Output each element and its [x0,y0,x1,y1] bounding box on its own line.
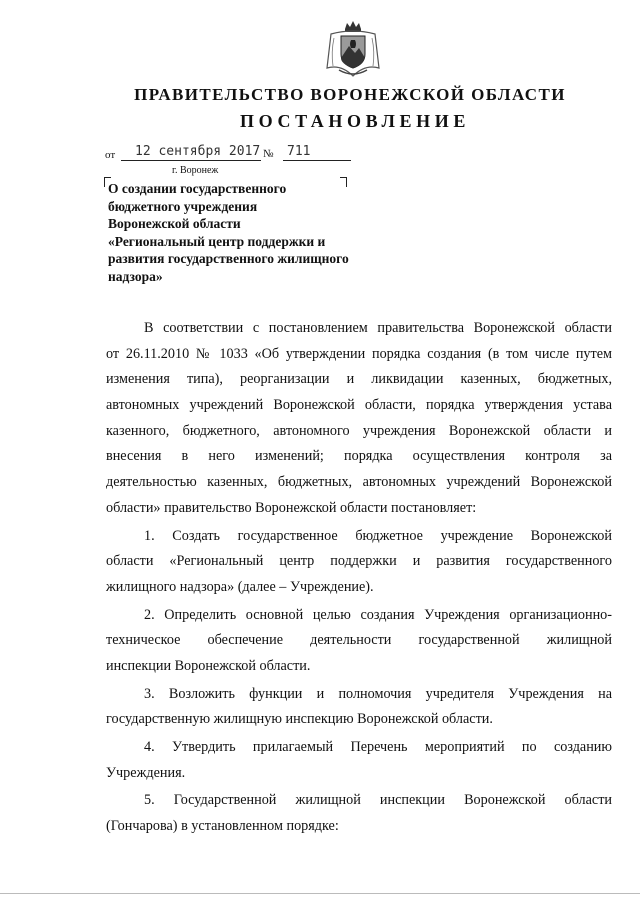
body-line: 2. Определить основной целью создания Учреждения организационно- [144,606,612,623]
body-line: деятельностью казенных, бюджетных, автономных учреждений Воронежской [106,474,612,491]
government-name: ПРАВИТЕЛЬСТВО ВОРОНЕЖСКОЙ ОБЛАСТИ [134,85,566,104]
body-line: казенного, бюджетного, автономного учреждения Воронежской области и [106,422,612,439]
scan-bottom-edge [0,893,640,894]
body-line: техническое обеспечение деятельности государственной жилищной [106,632,612,649]
number-underline [283,160,351,161]
body-line: государственную жилищную инспекцию Воронежской области. [106,711,493,728]
date-prefix-label: от [105,149,116,161]
subject-line: «Региональный центр поддержки и [108,233,326,249]
body-line: изменения типа), реорганизации и ликвидации казенных, бюджетных, [106,371,612,388]
body-line: (Гончарова) в установленном порядке: [106,818,339,835]
document-date-number-row [105,144,405,164]
body-line: 5. Государственной жилищной инспекции Воронежской области [144,792,612,809]
body-line: инспекции Воронежской области. [106,657,311,674]
body-line: от 26.11.2010 № 1033 «Об утверждении порядка создания (в том числе путем [106,345,612,362]
body-line: В соответствии с постановлением правительства Воронежской области [144,320,612,336]
document-subject [108,180,408,285]
subject-line: О создании государственного [108,181,287,196]
document-number: 711 [287,144,311,159]
document-date: 12 сентября 2017 [135,144,261,159]
body-line: автономных учреждений Воронежской области, порядка утверждения устава [106,397,612,414]
body-line: 1. Создать государственное бюджетное учреждение Воронежской [144,527,612,544]
subject-line: развития государственного жилищного [108,251,349,266]
document-body [106,316,612,840]
date-underline [121,160,261,161]
body-line: жилищного надзора» (далее – Учреждение). [106,578,374,595]
coat-of-arms-icon [325,20,381,78]
body-line: области» правительство Воронежской области постановляет: [106,499,477,516]
subject-line: бюджетного учреждения [108,198,258,214]
body-line: области «Региональный центр поддержки и развития государственного [106,553,612,570]
number-prefix-label: № [263,148,274,160]
document-type-title: ПОСТАНОВЛЕНИЕ [240,111,470,131]
body-line: 4. Утвердить прилагаемый Перечень мероприятий по созданию [144,739,612,755]
body-line: Учреждения. [106,764,186,781]
city-label: г. Воронеж [172,165,219,176]
body-line: 3. Возложить функции и полномочия учредителя Учреждения на [144,685,612,702]
subject-line: Воронежской области [108,216,241,231]
body-line: внесения в него изменений; порядка осуществления контроля за [106,448,612,465]
subject-line: надзора» [108,268,163,284]
